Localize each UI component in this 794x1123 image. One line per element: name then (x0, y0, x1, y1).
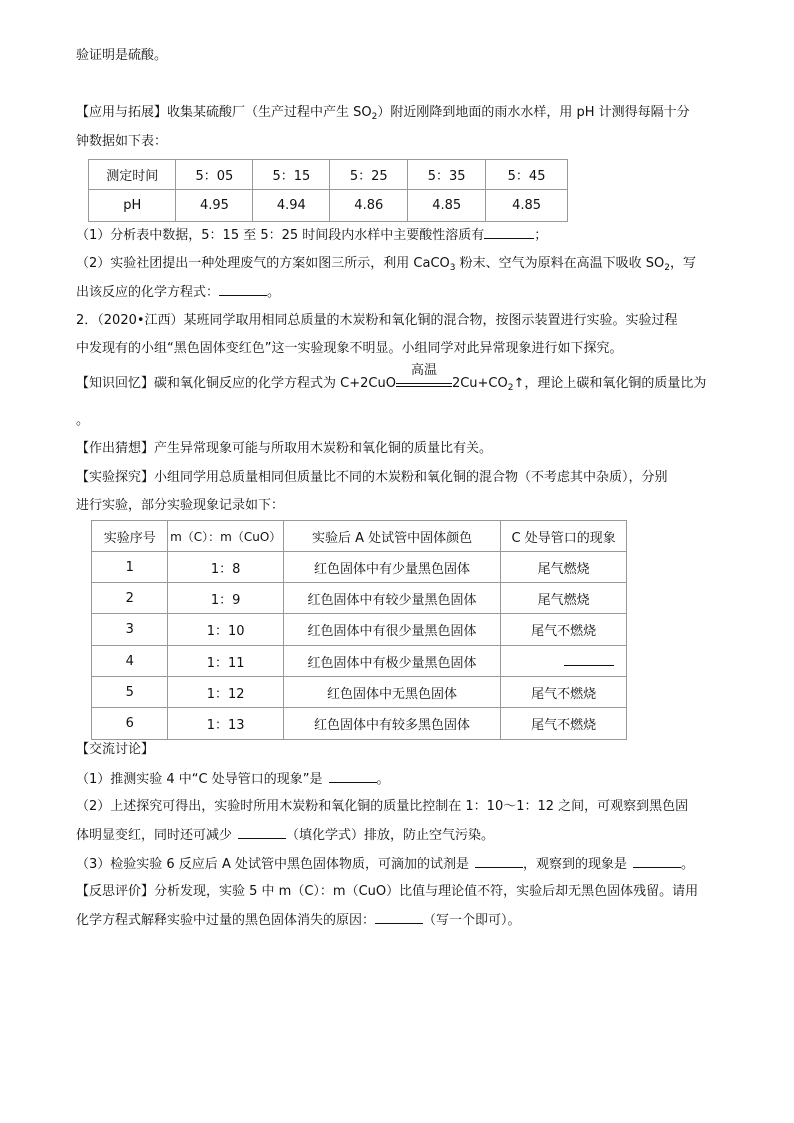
table-cell: 红色固体中有极少量黑色固体 (283, 646, 500, 677)
section-tag: 【反思评价】 (76, 884, 155, 899)
question-2: （2）实验社团提出一种处理废气的方案如图三所示，利用 CaCO$_3$ 粉末、空气为原料在高温下吸收 $SO_2$，写 (76, 256, 696, 273)
table-cell: 红色固体中无黑色固体 (283, 677, 500, 708)
table-cell: 尾气燃烧 (501, 552, 627, 583)
hypothesis: 【作出猜想】产生异常现象可能与所取用木炭粉和氧化铜的质量比有关。 (76, 441, 493, 456)
experiment-explore-cont: 进行实验，部分实验现象记录如下： (76, 498, 285, 513)
table-cell: 1：11 (168, 646, 283, 677)
table-cell: 1：12 (168, 677, 283, 708)
table-cell: 5：05 (176, 160, 253, 190)
experiment-explore: 【实验探究】小组同学用总质量相同但质量比不同的木炭粉和氧化铜的混合物（不考虑其中杂质），分别 (76, 470, 668, 485)
table-header-cell: 实验序号 (92, 521, 168, 552)
table-cell: 4.95 (176, 190, 253, 222)
answer-blank[interactable] (564, 653, 614, 666)
table-cell: 测定时间 (89, 160, 176, 190)
experiment-table (91, 520, 627, 740)
section-tag: 【知识回忆】 (76, 376, 155, 391)
table-row (92, 614, 627, 646)
table-header-cell: 实验后 A 处试管中固体颜色 (283, 521, 500, 552)
table-cell: 4.85 (408, 190, 486, 222)
paragraph-intro: 验证明是硫酸。 (76, 48, 168, 63)
answer-blank[interactable] (475, 855, 523, 868)
table-row (92, 646, 627, 677)
table-cell: 4 (92, 646, 168, 677)
table-cell: 尾气不燃烧 (501, 677, 627, 708)
table-cell: 红色固体中有少量黑色固体 (283, 552, 500, 583)
section-2-intro-cont: 中发现有的小组“黑色固体变红色”这一实验现象不明显。小组同学对此异常现象进行如下探究。 (76, 341, 623, 356)
discussion-1: （1）推测实验 4 中“C 处导管口的现象”是 。 (76, 772, 390, 787)
discussion-3: （3）检验实验 6 反应后 A 处试管中黑色固体物质，可滴加的试剂是 ，观察到的现象是 。 (76, 857, 694, 872)
table-header-row (92, 521, 627, 552)
table-row (92, 552, 627, 583)
discussion-2-cont: 体明显变红，同时还可减少 （填化学式）排放，防止空气污染。 (76, 828, 495, 843)
answer-blank[interactable] (375, 911, 423, 924)
table-cell: 红色固体中有很少量黑色固体 (283, 614, 500, 646)
question-2-cont: 出该反应的化学方程式： 。 (76, 285, 281, 300)
table-header-cell: C 处导管口的现象 (501, 521, 627, 552)
answer-blank[interactable] (633, 855, 681, 868)
table-cell: 4.85 (486, 190, 568, 222)
table-row (89, 190, 568, 222)
answer-blank[interactable] (238, 826, 286, 839)
table-cell: 5：15 (253, 160, 330, 190)
table-header-cell: m（C）：m（CuO） (168, 521, 283, 552)
table-cell: 1 (92, 552, 168, 583)
table-cell: 尾气不燃烧 (501, 708, 627, 740)
table-cell: 红色固体中有较少量黑色固体 (283, 583, 500, 614)
table-row (92, 583, 627, 614)
table-cell: 4.94 (253, 190, 330, 222)
table-cell: 2 (92, 583, 168, 614)
reaction-condition: 高温 (396, 375, 452, 393)
reflection-cont: 化学方程式解释实验中过量的黑色固体消失的原因： （写一个即可）。 (76, 913, 521, 928)
table-cell (501, 646, 627, 677)
table-cell: 1：8 (168, 552, 283, 583)
ph-data-table (88, 159, 568, 222)
table-row (92, 677, 627, 708)
table-cell: 5：35 (408, 160, 486, 190)
discussion-heading: 【交流讨论】 (76, 742, 155, 757)
table-cell: 1：13 (168, 708, 283, 740)
question-1: （1）分析表中数据，5：15 至 5：25 时间段内水样中主要酸性溶质有 ； (76, 228, 548, 243)
reflection: 【反思评价】分析发现，实验 5 中 m（C）：m（CuO）比值与理论值不符，实验后却无黑色固体残留。请用 (76, 884, 699, 899)
table-cell: pH (89, 190, 176, 222)
answer-blank[interactable] (484, 226, 534, 239)
section-tag: 【应用与拓展】 (76, 105, 168, 120)
section-tag: 【实验探究】 (76, 470, 155, 485)
table-cell: 1：9 (168, 583, 283, 614)
answer-blank[interactable] (219, 283, 267, 296)
table-cell: 5：45 (486, 160, 568, 190)
table-cell: 红色固体中有较多黑色固体 (283, 708, 500, 740)
knowledge-review: 【知识回忆】碳和氧化铜反应的化学方程式为 C+2CuO 高温 $2Cu+CO_2↑$，理论上碳和氧化铜的质量比为 (76, 363, 707, 393)
table-cell: 5 (92, 677, 168, 708)
answer-blank[interactable] (329, 770, 377, 783)
table-cell: 5：25 (330, 160, 408, 190)
paragraph-application-cont: 钟数据如下表： (76, 134, 168, 149)
discussion-2: （2）上述探究可得出，实验时所用木炭粉和氧化铜的质量比控制在 1：10～1：12 之间，可观察到黑色固 (76, 799, 689, 814)
paragraph-application: 【应用与拓展】收集某硫酸厂（生产过程中产生 $SO_2$）附近刚降到地面的雨水水样，用 pH 计测得每隔十分 (76, 105, 690, 122)
table-cell: 3 (92, 614, 168, 646)
table-row (89, 160, 568, 190)
table-cell: 尾气不燃烧 (501, 614, 627, 646)
table-cell: 尾气燃烧 (501, 583, 627, 614)
table-cell: 4.86 (330, 190, 408, 222)
section-2-intro: 2．（2020•江西）某班同学取用相同总质量的木炭粉和氧化铜的混合物，按图示装置进行实验。实验过程 (76, 313, 678, 328)
table-cell: 1：10 (168, 614, 283, 646)
table-row (92, 708, 627, 740)
trailing-period: 。 (76, 413, 90, 428)
table-cell: 6 (92, 708, 168, 740)
section-tag: 【作出猜想】 (76, 441, 155, 456)
